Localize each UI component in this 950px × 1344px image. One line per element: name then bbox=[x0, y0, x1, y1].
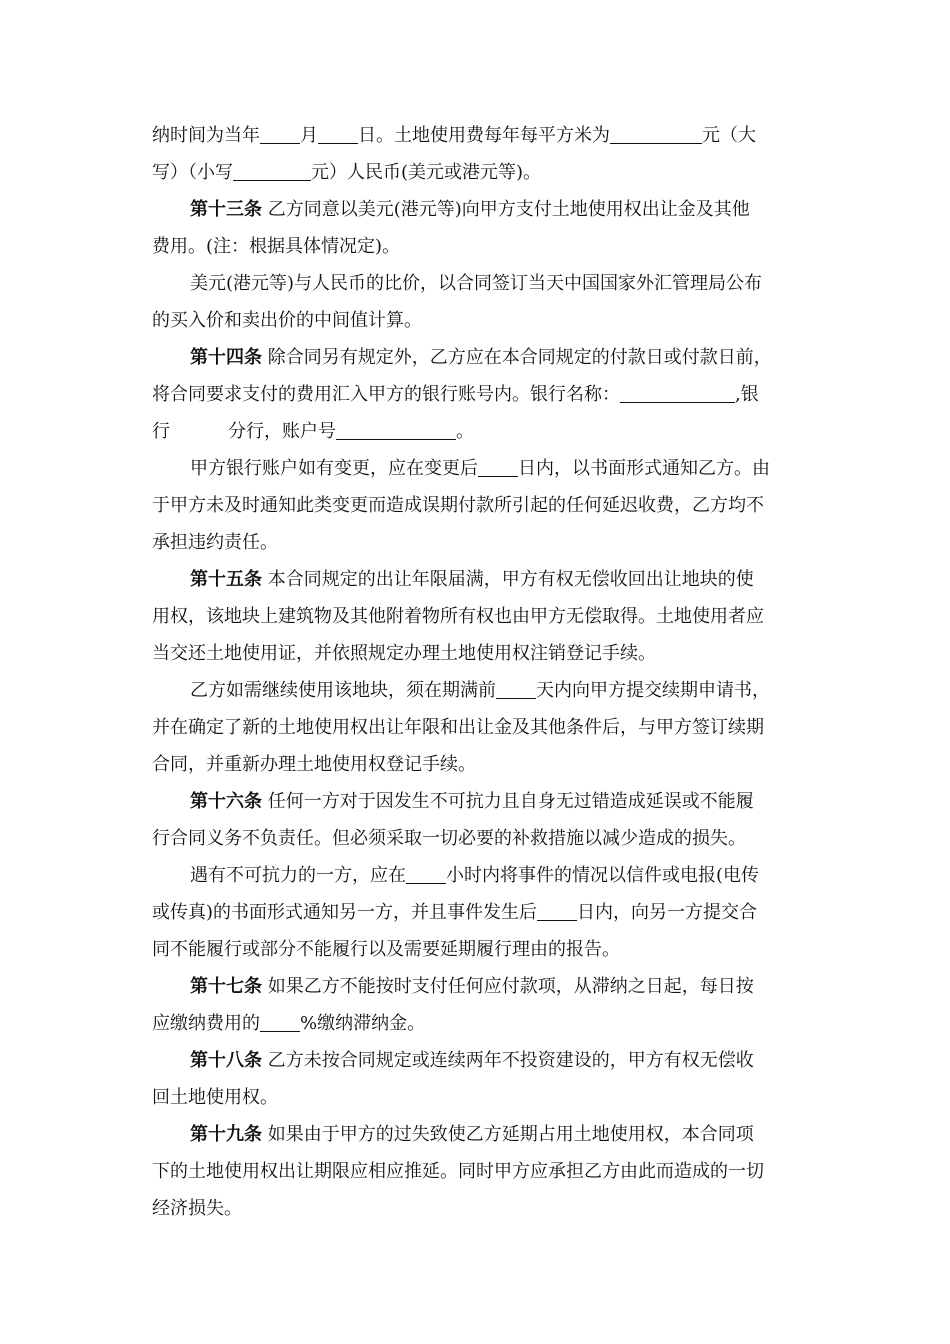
article-number: 第十五条 bbox=[190, 569, 262, 590]
line-text: 将合同要求支付的费用汇入甲方的银行账号内。银行名称： bbox=[152, 384, 620, 405]
line-text: 甲方银行账户如有变更，应在变更后 bbox=[190, 458, 478, 479]
document-line bbox=[190, 1049, 754, 1073]
document-line bbox=[190, 457, 770, 481]
fill-in-blank bbox=[478, 458, 518, 477]
line-text: 美元(港元等)与人民币的比价，以合同签订当天中国国家外汇管理局公布 bbox=[190, 273, 763, 294]
document-line bbox=[190, 1123, 754, 1147]
document-line bbox=[152, 901, 757, 925]
document-line bbox=[190, 568, 754, 592]
line-text: 日内，以书面形式通知乙方。由 bbox=[518, 458, 770, 479]
document-line bbox=[152, 938, 620, 962]
line-text: 。 bbox=[456, 421, 474, 442]
line-text: 日。土地使用费每年每平方米为 bbox=[358, 125, 610, 146]
line-text: 本合同规定的出让年限届满，甲方有权无偿收回出让地块的使 bbox=[262, 569, 754, 590]
document-line bbox=[152, 383, 759, 407]
line-text: 行合同义务不负责任。但必须采取一切必要的补救措施以减少造成的损失。 bbox=[152, 828, 746, 849]
line-text: 或传真)的书面形式通知另一方，并且事件发生后 bbox=[152, 902, 538, 923]
document-line bbox=[152, 716, 764, 740]
fill-in-blank bbox=[496, 680, 536, 699]
line-text: 的买入价和卖出价的中间值计算。 bbox=[152, 310, 422, 331]
line-text: 任何一方对于因发生不可抗力且自身无过错造成延误或不能履 bbox=[262, 791, 754, 812]
line-text: 小时内将事件的情况以信件或电报(电传 bbox=[446, 865, 760, 886]
fill-in-blank bbox=[233, 162, 311, 181]
document-line bbox=[190, 198, 750, 222]
line-text: 应缴纳费用的 bbox=[152, 1013, 260, 1034]
document-line bbox=[152, 605, 764, 629]
line-text: 于甲方未及时通知此类变更而造成误期付款所引起的任何延迟收费，乙方均不 bbox=[152, 495, 764, 516]
document-line bbox=[152, 642, 656, 666]
document-line bbox=[152, 753, 476, 777]
document-line bbox=[152, 124, 756, 148]
article-number: 第十四条 bbox=[190, 347, 262, 368]
line-text: 如果由于甲方的过失致使乙方延期占用土地使用权，本合同项 bbox=[262, 1124, 754, 1145]
line-text: 写）（小写 bbox=[152, 162, 233, 183]
document-line bbox=[152, 1160, 764, 1184]
line-text: 除合同另有规定外，乙方应在本合同规定的付款日或付款日前， bbox=[262, 347, 772, 368]
line-text: 同不能履行或部分不能履行以及需要延期履行理由的报告。 bbox=[152, 939, 620, 960]
fill-in-blank bbox=[260, 1013, 300, 1032]
document-line bbox=[152, 309, 422, 333]
fill-in-blank bbox=[318, 125, 358, 144]
document-line bbox=[190, 790, 754, 814]
fill-in-blank bbox=[406, 865, 446, 884]
document-line bbox=[190, 346, 772, 370]
line-text: 天内向甲方提交续期申请书， bbox=[536, 680, 770, 701]
line-text: 乙方未按合同规定或连续两年不投资建设的，甲方有权无偿收 bbox=[262, 1050, 754, 1071]
document-line bbox=[190, 679, 770, 703]
line-text: 合同，并重新办理土地使用权登记手续。 bbox=[152, 754, 476, 775]
line-text: 费用。(注：根据具体情况定)。 bbox=[152, 236, 401, 257]
line-text: 行 bbox=[152, 421, 170, 442]
fill-in-blank bbox=[336, 421, 456, 440]
document-line bbox=[152, 420, 474, 444]
line-text: 下的土地使用权出让期限应相应推延。同时甲方应承担乙方由此而造成的一切 bbox=[152, 1161, 764, 1182]
document-line bbox=[152, 1197, 242, 1221]
fill-in-blank bbox=[620, 384, 735, 403]
line-text: 乙方如需继续使用该地块，须在期满前 bbox=[190, 680, 496, 701]
document-line bbox=[152, 1086, 278, 1110]
document-line bbox=[152, 235, 400, 259]
line-text: 遇有不可抗力的一方，应在 bbox=[190, 865, 406, 886]
line-text: 乙方同意以美元(港元等)向甲方支付土地使用权出让金及其他 bbox=[262, 199, 750, 220]
article-number: 第十七条 bbox=[190, 976, 262, 997]
article-number: 第十六条 bbox=[190, 791, 262, 812]
document-line bbox=[152, 1012, 425, 1036]
line-text: 纳时间为当年 bbox=[152, 125, 260, 146]
line-text: 用权，该地块上建筑物及其他附着物所有权也由甲方无偿取得。土地使用者应 bbox=[152, 606, 764, 627]
line-text: ,银 bbox=[735, 384, 759, 405]
line-text: 承担违约责任。 bbox=[152, 532, 278, 553]
line-text: 回土地使用权。 bbox=[152, 1087, 278, 1108]
line-text: 元（大 bbox=[702, 125, 756, 146]
document-line bbox=[190, 272, 762, 296]
article-number: 第十九条 bbox=[190, 1124, 262, 1145]
line-text: 如果乙方不能按时支付任何应付款项，从滞纳之日起，每日按 bbox=[262, 976, 754, 997]
article-number: 第十三条 bbox=[190, 199, 262, 220]
fill-in-blank bbox=[537, 902, 577, 921]
line-text: 当交还土地使用证，并依照规定办理土地使用权注销登记手续。 bbox=[152, 643, 656, 664]
document-line bbox=[152, 494, 764, 518]
fill-in-blank bbox=[260, 125, 300, 144]
document-line bbox=[152, 531, 278, 555]
line-text: %缴纳滞纳金。 bbox=[300, 1013, 426, 1034]
document-line bbox=[190, 864, 759, 888]
line-text: 月 bbox=[300, 125, 318, 146]
line-text: 分行，账户号 bbox=[228, 421, 336, 442]
line-text: 并在确定了新的土地使用权出让年限和出让金及其他条件后，与甲方签订续期 bbox=[152, 717, 764, 738]
line-text: 经济损失。 bbox=[152, 1198, 242, 1219]
document-line bbox=[152, 161, 541, 185]
line-text: 元）人民币(美元或港元等)。 bbox=[311, 162, 542, 183]
document-line bbox=[190, 975, 754, 999]
fill-in-blank bbox=[610, 125, 702, 144]
line-text: 日内，向另一方提交合 bbox=[577, 902, 758, 923]
article-number: 第十八条 bbox=[190, 1050, 262, 1071]
document-line bbox=[152, 827, 746, 851]
